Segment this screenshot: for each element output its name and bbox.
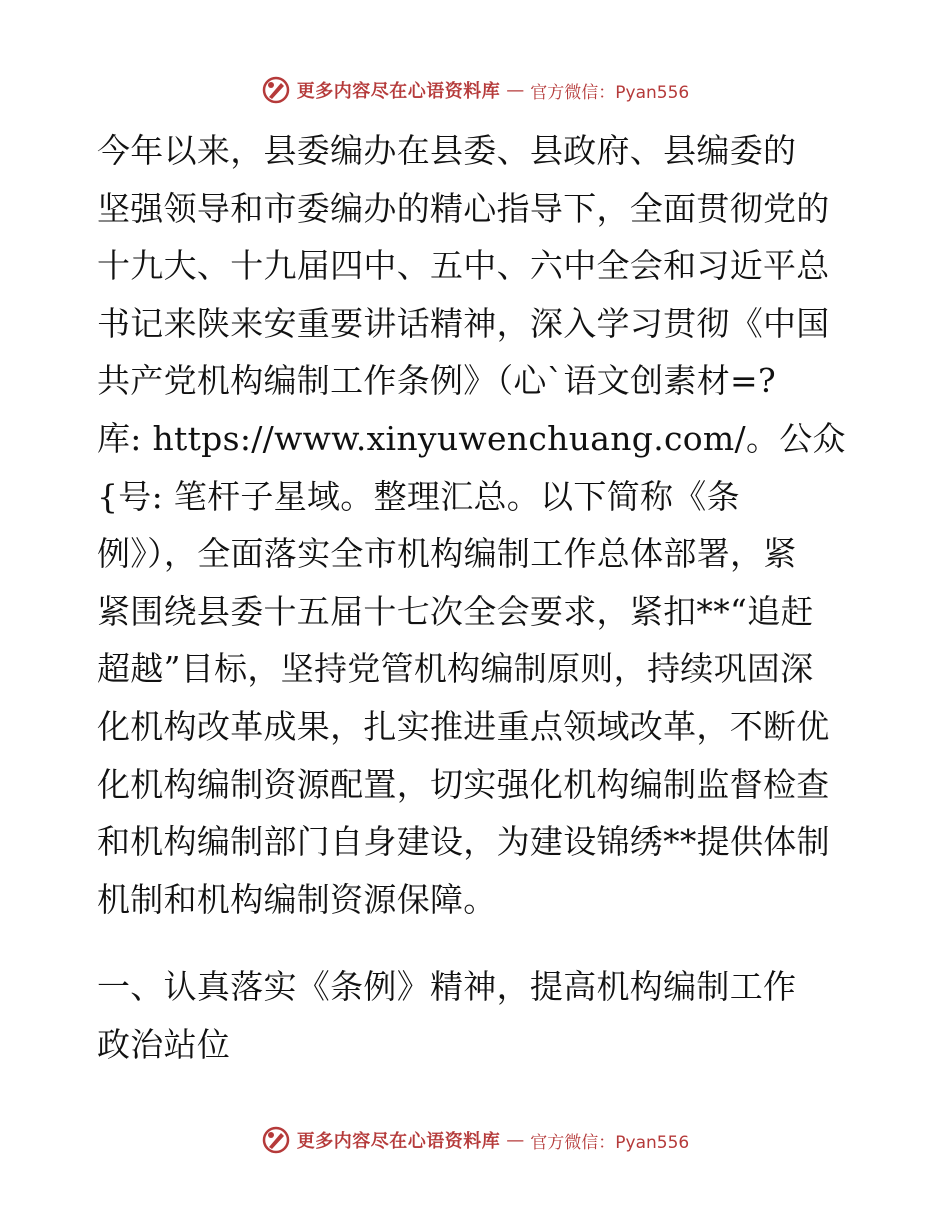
paragraph-line: 共产党机构编制工作条例》（心`语文创素材=? xyxy=(97,361,776,401)
heading-line: 政治站位 xyxy=(97,1024,231,1064)
paragraph-line: 和机构编制部门自身建设，为建设锦绣**提供体制 xyxy=(97,822,830,862)
banner-wechat-text: 官方微信：Pyan556 xyxy=(530,82,690,103)
paragraph-line: 机制和机构编制资源保障。 xyxy=(97,879,497,919)
paragraph-line: 化机构改革成果，扎实推进重点领域改革，不断优 xyxy=(97,706,830,746)
banner-separator: — xyxy=(506,79,525,101)
paragraph-line: 超越”目标，坚持党管机构编制原则，持续巩固深 xyxy=(97,649,814,689)
body-paragraph xyxy=(97,122,857,928)
banner-separator: — xyxy=(506,1129,525,1151)
paragraph-line: {号: 笔杆子星域。整理汇总。以下简称《条 xyxy=(97,476,740,516)
section-heading xyxy=(97,958,857,1073)
header-banner xyxy=(0,70,950,110)
brand-logo-icon xyxy=(261,1125,291,1155)
brand-logo-icon xyxy=(261,75,291,105)
paragraph-line: 化机构编制资源配置，切实强化机构编制监督检查 xyxy=(97,764,830,804)
banner-site-text: 更多内容尽在心语资料库 xyxy=(296,1131,501,1152)
banner-site-text: 更多内容尽在心语资料库 xyxy=(296,81,501,102)
paragraph-line: 十九大、十九届四中、五中、六中全会和习近平总 xyxy=(97,246,830,286)
paragraph-line: 紧围绕县委十五届十七次全会要求，紧扣**“追赶 xyxy=(97,591,814,631)
paragraph-line: 库: https://www.xinyuwenchuang.com/。公众 xyxy=(97,418,846,458)
paragraph-line: 书记来陕来安重要讲话精神，深入学习贯彻《中国 xyxy=(97,303,830,343)
paragraph-line: 例》），全面落实全市机构编制工作总体部署，紧 xyxy=(97,534,797,574)
footer-banner xyxy=(0,1120,950,1160)
paragraph-line: 今年以来，县委编办在县委、县政府、县编委的 xyxy=(97,131,797,170)
banner-wechat-text: 官方微信：Pyan556 xyxy=(530,1132,690,1153)
heading-line: 一、认真落实《条例》精神，提高机构编制工作 xyxy=(97,967,797,1007)
paragraph-line: 坚强领导和市委编办的精心指导下，全面贯彻党的 xyxy=(97,188,830,228)
document-body xyxy=(97,122,857,1074)
